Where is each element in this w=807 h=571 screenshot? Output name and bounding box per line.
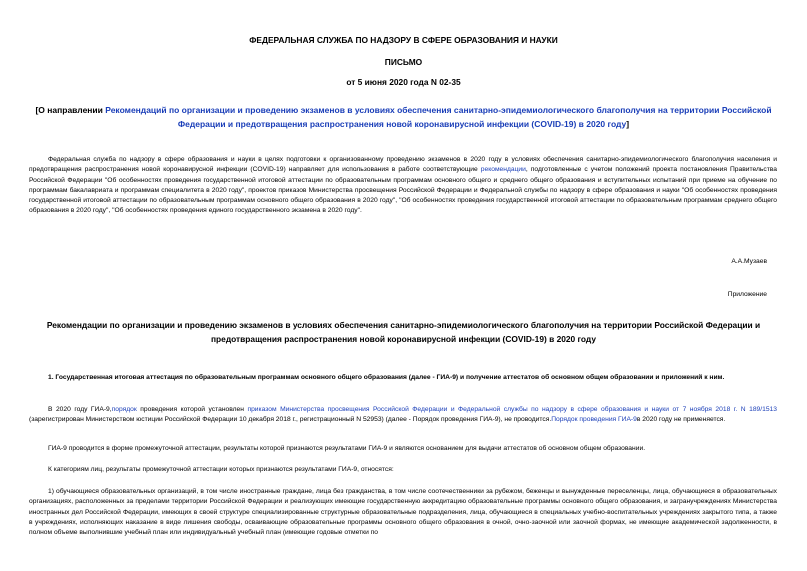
gia9-text-c: (зарегистрирован Министерством юстиции Российской Федерации 10 декабря 2018 г., регистрационный N 52953) (далее - Порядок проведения ГИА-9), не проводится. [29,416,552,424]
letter-text-part2: , подготовленные с учетом положений проекта постановления Правительства Российской Федерации "Об особенностях проведения государственной итоговой аттестации по образовательным программам основного общего и среднего общего образования и вступительных испытаний при приеме на обучение по программам бакалавриата и программам специалитета в 2020 году", проектов приказов Министерства просвещения Российской Федерации и Федеральной службы по надзору в сфере образования и науки "Об особенностях проведения государственной итоговой аттестации по образовательным программам основного общего образования в 2020 году", "Об особенностях проведения государственной итоговой аттестации по образовательным программам среднего общего образования в 2020 году", "Об особенностях проведения единого государственного экзамена в 2020 году". [29,166,777,215]
recommendations-title: Рекомендации по организации и проведению экзаменов в условиях обеспечения санитарно-эпидемиологического благополучия на территории Российской Федерации и предотвращения распространения новой коронавирусной инфекции (COVID-19) в 2020 году [46,320,761,344]
procedure-link[interactable]: порядок [111,406,137,413]
letter-body-paragraph [29,155,777,217]
gia9-paragraph [29,405,777,426]
recommendations-link[interactable]: рекомендации [480,166,526,174]
appendix-label: Приложение [727,291,767,298]
gia9-text-a: В 2020 году ГИА-9, [48,406,112,413]
doc-type-heading: ПИСЬМО [384,57,423,67]
topic-recommendations-link[interactable]: Рекомендаций по организации и проведению экзаменов в условиях обеспечения санитарно-эпидемиологического благополучия на территории Российской Федерации и предотвращения распространения новой коронавирусной инфекции (COVID-19) в 2020 году [105,105,772,129]
topic-prefix: [О направлении [35,105,106,115]
date-number-heading: от 5 июня 2020 года N 02-35 [346,77,461,87]
letter-text-part1: Федеральная служба по надзору в сфере образования и науки в целях подготовки к организованному проведению экзаменов в 2020 году в условиях обеспечения санитарно-эпидемиологического благополучия населения и предотвращения распространения новой коронавирусной инфекции (COVID-19) направляет для использования в работе соответствующие [29,156,777,174]
gia9-text-d: в 2020 году не применяется. [636,416,726,424]
topic-suffix: ] [626,119,630,129]
intermediate-attestation-paragraph: ГИА-9 проводится в форме промежуточной аттестации, результаты которой признаются результатами ГИА-9 и являются основанием для выдачи аттестатов об основном общем образовании. [48,445,646,452]
agency-heading: ФЕДЕРАЛЬНАЯ СЛУЖБА ПО НАДЗОРУ В СФЕРЕ ОБРАЗОВАНИЯ И НАУКИ [249,35,558,45]
document-topic [20,103,787,131]
gia9-procedure-link[interactable]: Порядок проведения ГИА-9 [551,416,637,424]
gia9-text-b: проведения которой установлен [136,406,248,413]
signature: А.А.Музаев [731,258,767,265]
order-link[interactable]: приказом Министерства просвещения Российской Федерации и Федеральной службы по надзору в сфере образования и науки от 7 ноября 2018 г. N 189/1513 [247,406,777,413]
students-category-paragraph: 1) обучающиеся образовательных организаций, в том числе иностранные граждане, лица без гражданства, в том числе соотечественники за рубежом, беженцы и вынужденные переселенцы, лица, обучающиеся в образовательных организациях, расположенных за пределами территории Российской Федерации и реализующих имеющие государственную аккредитацию образовательные программы основного общего образования, и загранучреждениях Министерства иностранных дел Российской Федерации, имеющих в своей структуре специализированные структурные образовательные подразделения, лица, обучающиеся в специальных учебно-воспитательных учреждениях закрытого типа, а также в учреждениях, исполняющих наказание в виде лишения свободы, осваивающие образовательные программы основного общего образования в очной, очно-заочной или заочной формах, не имеющие академической задолженности, в полном объеме выполнившие учебный план или индивидуальный учебный план (имеющие годовые отметки по [29,488,777,537]
categories-paragraph: К категориям лиц, результаты промежуточной аттестации которых признаются результатами ГИА-9, относятся: [48,466,394,473]
section-1-heading: 1. Государственная итоговая аттестация по образовательным программам основного общего образования (далее - ГИА-9) и получение аттестатов об основном общем образовании и приложений к ним. [48,374,725,381]
